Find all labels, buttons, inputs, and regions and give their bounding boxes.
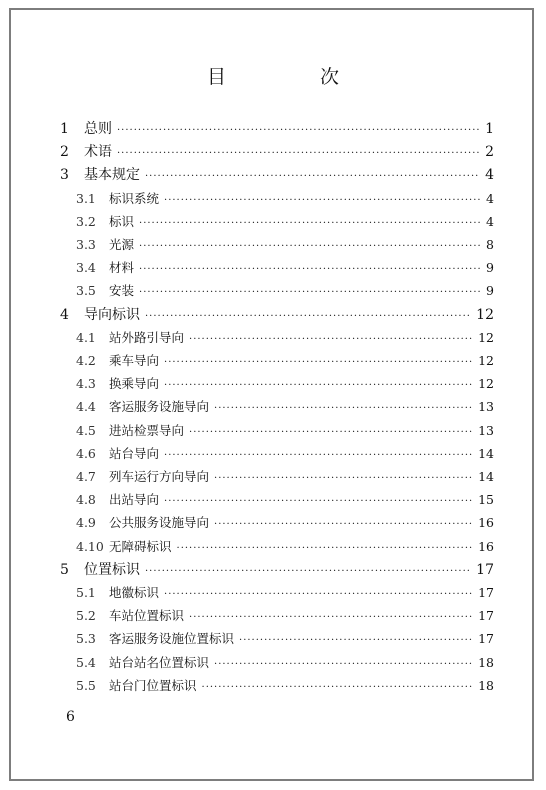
toc-number: 3.3: [76, 237, 96, 252]
toc-title: 公共服务设施导向: [109, 515, 210, 531]
toc-dot-leader: [164, 191, 481, 211]
toc-page-number: 13: [478, 399, 494, 415]
toc-number: 5.3: [76, 631, 96, 647]
toc-number: 3.1: [76, 190, 96, 206]
toc-page-number: 4: [485, 167, 494, 184]
toc-section-row[interactable]: [76, 676, 494, 696]
toc-title: 站台导向: [109, 445, 160, 461]
toc-dot-leader: [189, 330, 473, 350]
toc-title: 乘车导向: [109, 353, 160, 368]
toc-title: 总则: [84, 121, 112, 137]
toc-page-number: 4: [486, 190, 494, 206]
toc-section-row[interactable]: [76, 513, 494, 533]
toc-number: 4.9: [76, 515, 96, 531]
toc-title: 术语: [84, 144, 112, 161]
toc-page-number: 14: [478, 469, 494, 484]
toc-chapter-row[interactable]: [60, 142, 494, 162]
toc-page-number: 18: [478, 677, 494, 693]
toc-section-row[interactable]: [76, 258, 494, 278]
toc-section-row[interactable]: [76, 374, 494, 394]
toc-number: 4.4: [76, 399, 96, 415]
toc-title: 光源: [109, 237, 135, 252]
toc-dot-leader: [139, 260, 481, 280]
toc-title: 站台站名位置标识: [109, 654, 210, 670]
toc-dot-leader: [139, 283, 481, 303]
toc-chapter-row[interactable]: [60, 560, 494, 580]
toc-title: 换乘导向: [109, 376, 160, 392]
toc-number: 3: [60, 167, 69, 184]
toc-number: 5.1: [76, 585, 96, 600]
toc-title: 站外路引导向: [109, 329, 185, 345]
toc-section-row[interactable]: [76, 212, 494, 232]
toc-number: 4.7: [76, 469, 96, 484]
toc-dot-leader: [145, 307, 471, 327]
toc-page-number: 17: [478, 631, 494, 647]
toc-page-number: 16: [478, 515, 494, 531]
toc-dot-leader: [164, 585, 473, 605]
toc-section-row[interactable]: [76, 351, 494, 371]
toc-section-row[interactable]: [76, 537, 494, 557]
toc-number: 4.5: [76, 422, 96, 438]
toc-title: 位置标识: [84, 561, 140, 578]
toc-page-number: 12: [478, 353, 494, 368]
toc-page-number: 15: [478, 492, 494, 508]
toc-page-number: 12: [478, 376, 494, 392]
toc-section-row[interactable]: [76, 397, 494, 417]
toc-title: 出站导向: [109, 492, 160, 508]
toc-number: 5.5: [76, 677, 96, 693]
toc-dot-leader: [177, 539, 474, 559]
toc-title: 标识: [109, 213, 135, 229]
toc-title: 站台门位置标识: [109, 677, 197, 693]
toc-title: 地徽标识: [109, 585, 160, 600]
toc-page-number: 17: [476, 561, 494, 578]
toc-number: 3.4: [76, 260, 96, 276]
toc-page-number: 4: [486, 213, 494, 229]
toc-section-row[interactable]: [76, 606, 494, 626]
toc-page-number: 18: [478, 654, 494, 670]
toc-chapter-row[interactable]: [60, 305, 494, 325]
toc-dot-leader: [117, 121, 480, 141]
toc-number: 2: [60, 144, 69, 161]
toc-chapter-row[interactable]: [60, 119, 494, 139]
toc-page-number: 17: [478, 608, 494, 624]
toc-page-number: 1: [485, 121, 494, 137]
toc-number: 4.3: [76, 376, 96, 392]
toc-section-row[interactable]: [76, 444, 494, 464]
toc-title: 无障碍标识: [109, 538, 172, 554]
toc-number: 4: [60, 306, 69, 323]
toc-page-number: 16: [478, 538, 494, 554]
toc-page-number: 12: [478, 329, 494, 345]
toc-dot-leader: [189, 608, 473, 628]
toc-title: 客运服务设施导向: [109, 399, 210, 415]
toc-title: 安装: [109, 283, 135, 299]
toc-title: 列车运行方向导向: [109, 469, 210, 484]
toc-dot-leader: [214, 655, 473, 675]
toc-page-number: 12: [476, 306, 494, 323]
toc-dot-leader: [145, 167, 480, 187]
toc-number: 1: [60, 121, 69, 137]
toc-title: 材料: [109, 260, 135, 276]
toc-dot-leader: [189, 423, 473, 443]
toc-title: 客运服务设施位置标识: [109, 631, 235, 647]
toc-dot-leader: [139, 237, 481, 257]
page-title: 目 次: [206, 66, 384, 88]
toc-number: 4.1: [76, 329, 96, 345]
toc-page-number: 13: [478, 422, 494, 438]
toc-dot-leader: [164, 376, 473, 396]
toc-section-row[interactable]: [76, 467, 494, 487]
toc-page-number: 2: [485, 144, 494, 161]
toc-dot-leader: [202, 678, 474, 698]
toc-number: 5.4: [76, 654, 96, 670]
toc-chapter-row[interactable]: [60, 165, 494, 185]
toc-page-number: 9: [486, 260, 494, 276]
toc-dot-leader: [145, 562, 471, 582]
toc-section-row[interactable]: [76, 235, 494, 255]
toc-dot-leader: [117, 144, 480, 164]
toc-page-number: 9: [486, 283, 494, 299]
toc-section-row[interactable]: [76, 328, 494, 348]
toc-dot-leader: [239, 631, 473, 651]
toc-title: 车站位置标识: [109, 608, 185, 624]
toc-dot-leader: [139, 214, 481, 234]
toc-page-number: 14: [478, 445, 494, 461]
toc-section-row[interactable]: [76, 629, 494, 649]
toc-section-row[interactable]: [76, 653, 494, 673]
toc-title: 标识系统: [109, 190, 160, 206]
toc-number: 3.2: [76, 213, 96, 229]
toc-number: 5.2: [76, 608, 96, 624]
toc-title: 基本规定: [84, 167, 140, 184]
toc-section-row[interactable]: [76, 490, 494, 510]
toc-dot-leader: [164, 492, 473, 512]
toc-number: 4.2: [76, 353, 96, 368]
toc-section-row[interactable]: [76, 281, 494, 301]
toc-dot-leader: [214, 399, 473, 419]
toc-page-number: 17: [478, 585, 494, 600]
toc-dot-leader: [214, 469, 473, 489]
page-number: 6: [66, 709, 75, 725]
toc-dot-leader: [214, 515, 473, 535]
toc-title: 导向标识: [84, 306, 140, 323]
toc-number: 3.5: [76, 283, 96, 299]
toc-section-row[interactable]: [76, 583, 494, 603]
toc-page-number: 8: [486, 237, 494, 252]
toc-number: 5: [60, 561, 69, 578]
toc-title: 进站检票导向: [109, 422, 185, 438]
toc-section-row[interactable]: [76, 189, 494, 209]
toc-dot-leader: [164, 353, 473, 373]
toc-number: 4.6: [76, 445, 96, 461]
toc-section-row[interactable]: [76, 421, 494, 441]
toc-number: 4.10: [76, 538, 104, 554]
toc-number: 4.8: [76, 492, 96, 508]
toc-dot-leader: [164, 446, 473, 466]
